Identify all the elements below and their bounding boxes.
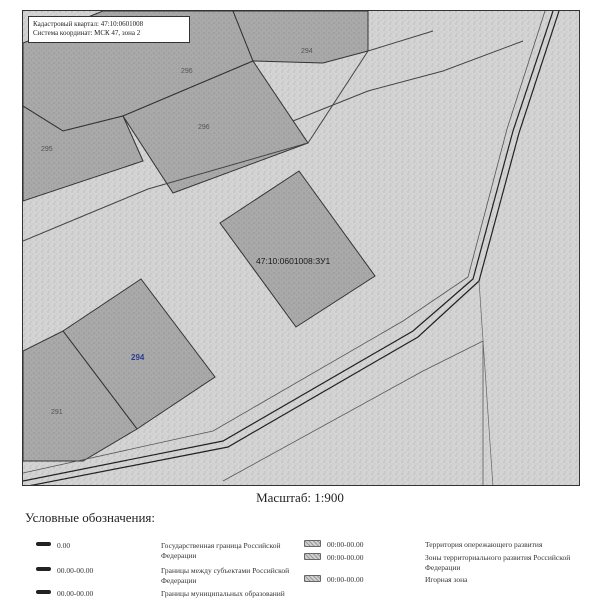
legend-item-territorial-development <box>304 553 585 573</box>
legend-title: Условные обозначения: <box>25 510 156 525</box>
legend-desc: Территория опережающего развития <box>425 540 543 549</box>
legend-code: 00.00-00.00 <box>57 589 94 598</box>
map-info-box <box>28 16 190 43</box>
map-canvas <box>23 11 580 486</box>
coordinate-system-label: Система координат: МСК 47, зона 2 <box>33 29 141 37</box>
parcel-label-294-top: 294 <box>301 48 313 55</box>
parcel-294-top[interactable] <box>233 11 368 63</box>
legend-code: 00.00-00.00 <box>57 566 94 575</box>
legend-code: 00:00-00.00 <box>327 540 364 549</box>
legend-item-subject-border <box>36 566 311 586</box>
municipal-border-symbol <box>36 590 51 594</box>
legend-item-advanced-development <box>304 540 585 550</box>
parcel-label-target: 47:10:0601008:ЗУ1 <box>256 256 331 266</box>
parcel-label-296-mid: 296 <box>198 124 210 131</box>
legend-code: 00:00-00.00 <box>327 575 364 584</box>
legend-desc: Границы муниципальных образований <box>161 589 285 598</box>
territorial-development-symbol <box>304 553 321 560</box>
parcel-label-291: 291 <box>51 409 63 416</box>
advanced-development-symbol <box>304 540 321 547</box>
legend-item-gambling-zone <box>304 575 585 585</box>
state-border-symbol <box>36 542 51 546</box>
parcel-label-295: 295 <box>41 146 53 153</box>
legend-code: 00:00-00.00 <box>327 553 364 562</box>
parcel-label-294-main: 294 <box>131 353 145 362</box>
cadastral-map[interactable] <box>22 10 580 486</box>
legend-desc: Границы между субъектами Российской Федерации <box>161 566 290 585</box>
legend-item-municipal-border <box>36 589 311 599</box>
legend-desc: Зоны территориального развития Российской Федерации <box>425 553 571 572</box>
parcel-label-296-top: 296 <box>181 68 193 75</box>
legend-desc: Государственная граница Российской Федерации <box>161 541 281 560</box>
legend-code: 0.00 <box>57 541 71 550</box>
legend-item-state-border <box>36 541 311 561</box>
scale-label: Масштаб: 1:900 <box>256 490 344 505</box>
subject-border-symbol <box>36 567 51 571</box>
gambling-zone-symbol <box>304 575 321 582</box>
cadastral-block-label: Кадастровый квартал: 47:10:0601008 <box>33 20 144 28</box>
legend-desc: Игорная зона <box>425 575 468 584</box>
